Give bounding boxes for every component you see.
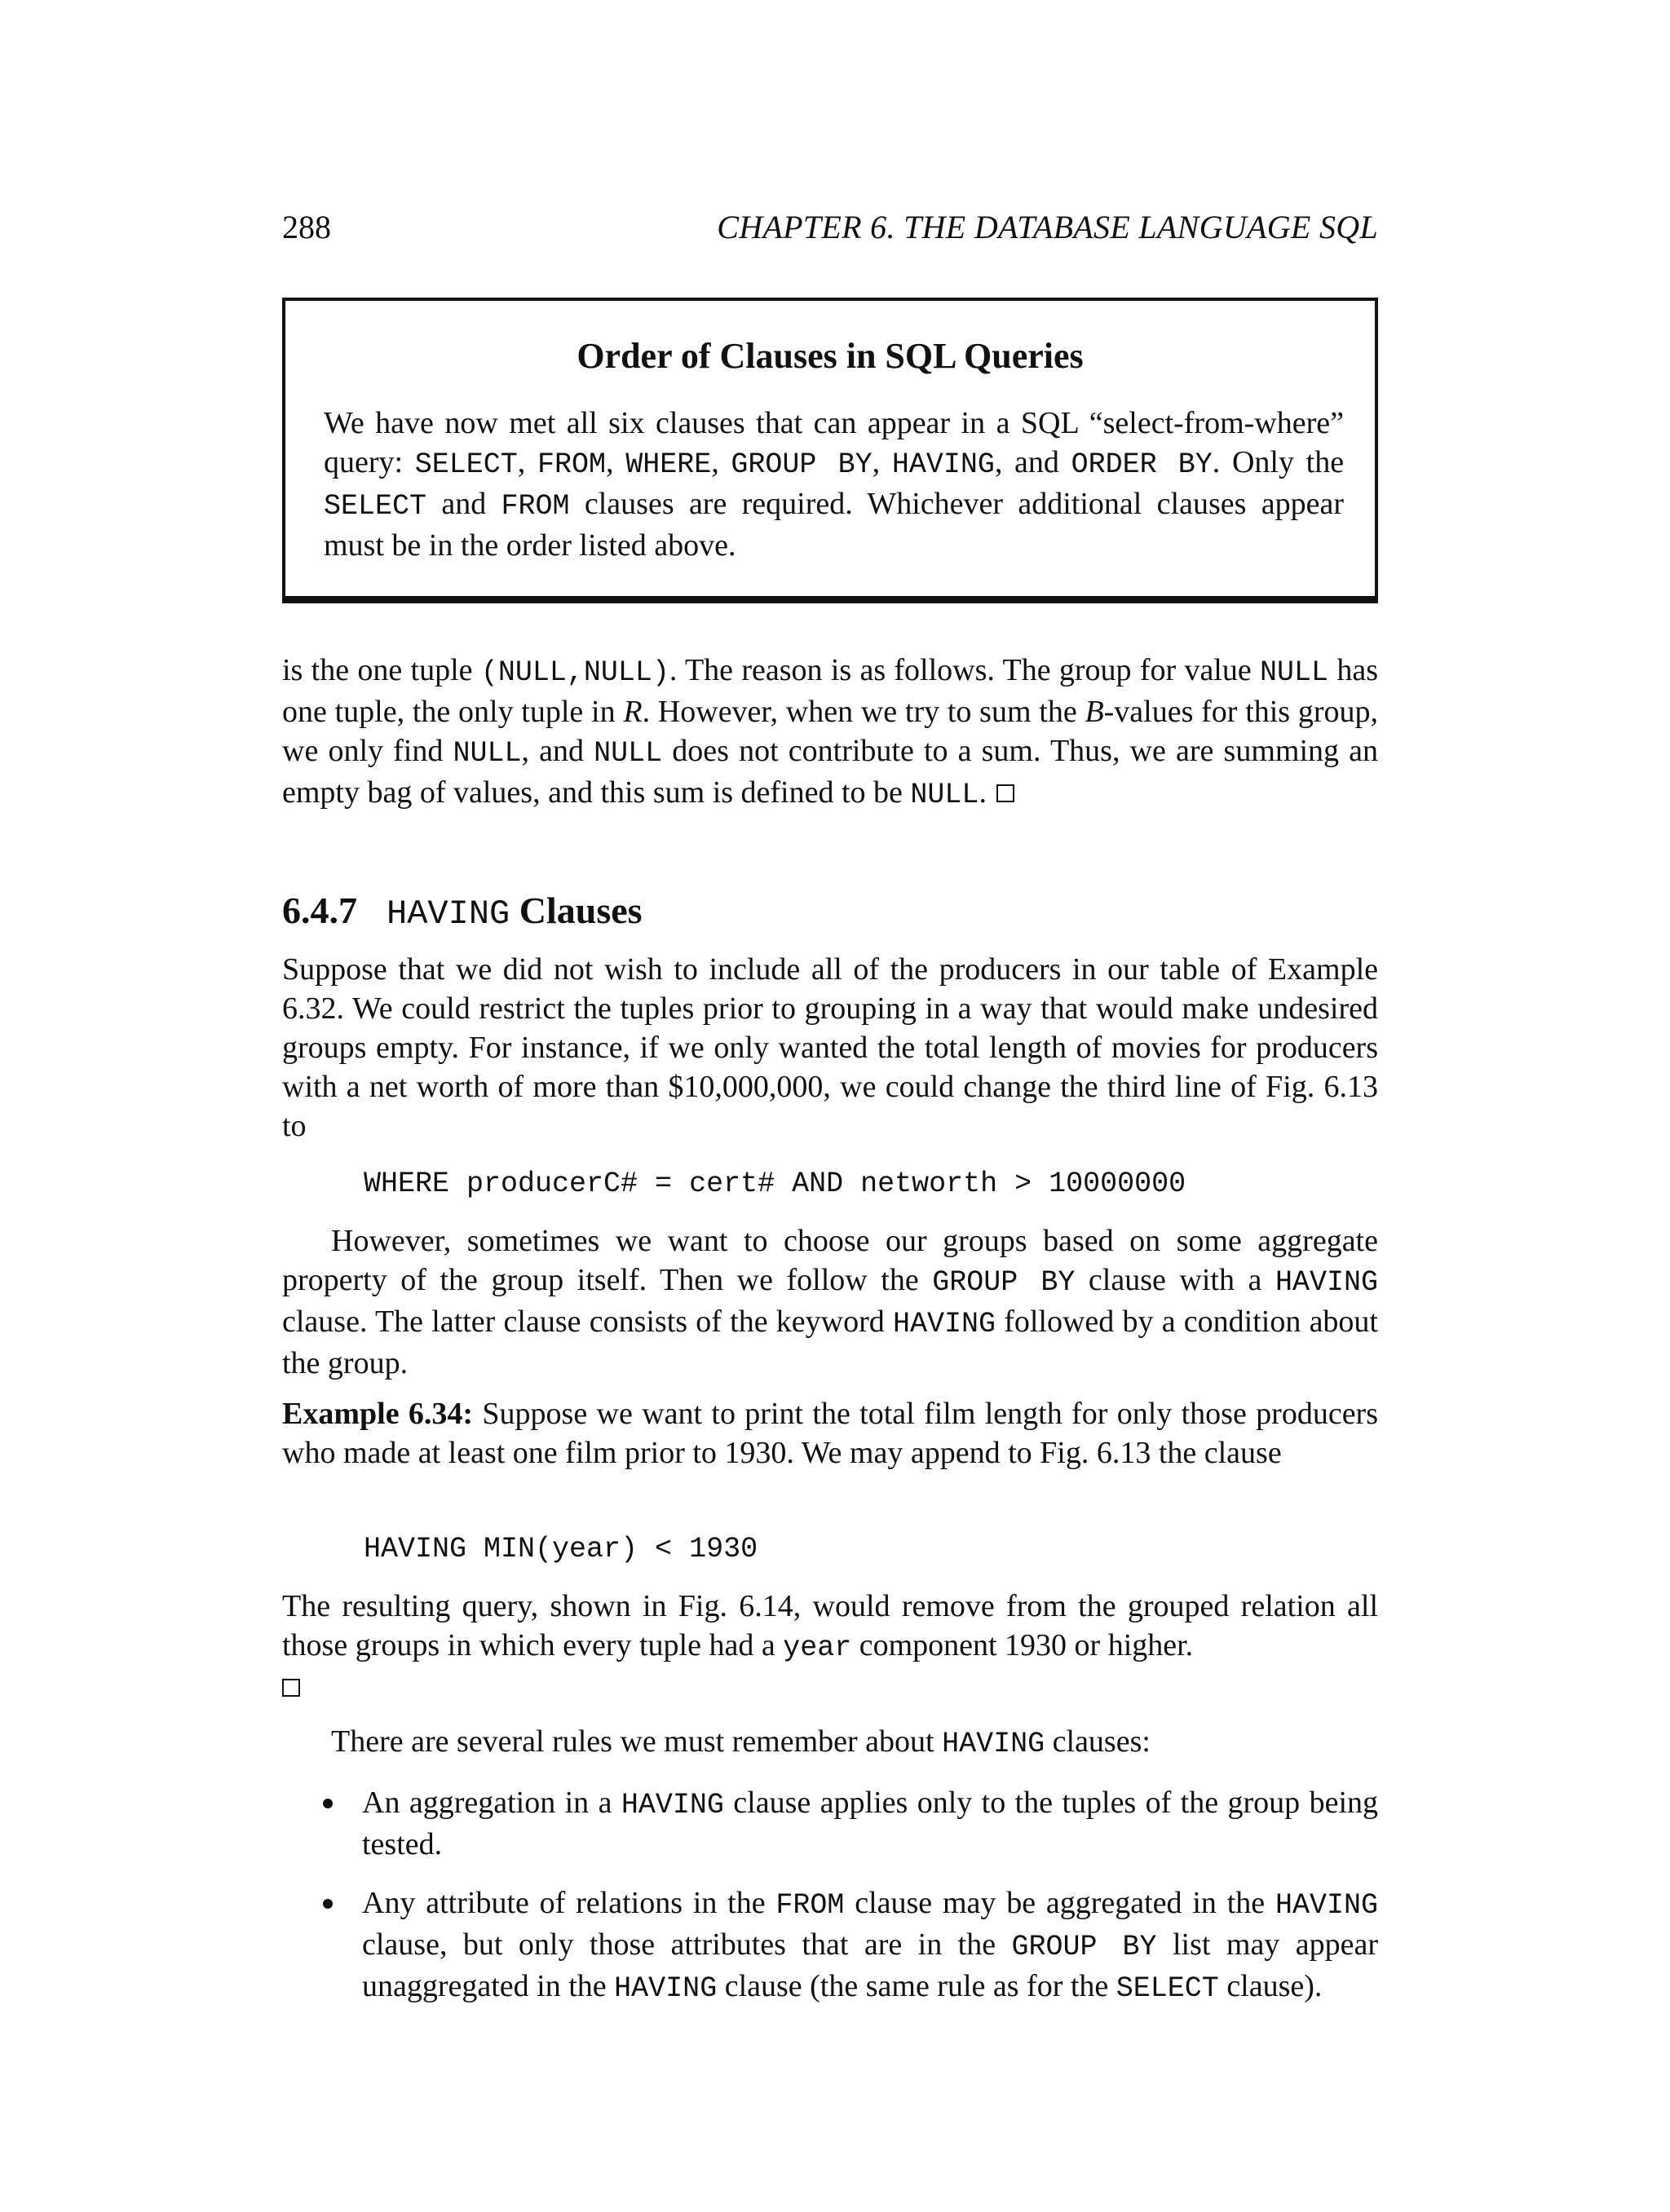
- text-run: ,: [517, 445, 537, 479]
- text-run: . Only the: [1212, 445, 1345, 479]
- text-run: clause applies only to the tuples of the group being tested.: [362, 1786, 1378, 1861]
- page-header: [282, 208, 1378, 249]
- text-run: ,: [606, 445, 626, 479]
- text-run: -values for this group, we only find: [282, 695, 1378, 768]
- code-keyword: GROUP BY: [932, 1266, 1076, 1299]
- text-run: is the one tuple: [282, 653, 481, 687]
- code-keyword: FROM: [537, 448, 606, 481]
- text-run: has one tuple, the only tuple in: [282, 653, 1378, 729]
- running-head: CHAPTER 6. THE DATABASE LANGUAGE SQL: [717, 209, 1378, 245]
- section-keyword: HAVING: [387, 894, 510, 934]
- text-run: Any attribute of relations in the: [362, 1886, 776, 1920]
- text-run: does not contribute to a sum. Thus, we are summing an empty bag of values, and this sum is defined to be: [282, 734, 1378, 810]
- text-run: . The reason is as follows. The group for value: [669, 653, 1261, 687]
- text-run: clauses are required. Whichever additional clauses appear must be in the order listed above.: [324, 487, 1344, 563]
- text-run: However, sometimes we want to choose our groups based on some aggregate property of the group itself. Then we follow the: [282, 1224, 1378, 1297]
- code-keyword: GROUP BY: [1011, 1931, 1157, 1963]
- code-keyword: HAVING: [1275, 1889, 1378, 1922]
- math-symbol: R: [623, 695, 643, 729]
- code-having: HAVING MIN(year) < 1930: [364, 1533, 758, 1565]
- code-keyword: HAVING: [1275, 1266, 1378, 1299]
- code-keyword: HAVING: [942, 1728, 1045, 1760]
- text-run: . However, when we try to sum the: [642, 695, 1085, 729]
- paragraph-rules: [282, 1722, 1378, 1764]
- text-run: The resulting query, shown in Fig. 6.14, would remove from the grouped relation all those groups in which every tuple had a: [282, 1589, 1378, 1662]
- paragraph-null-tuple: [282, 651, 1378, 815]
- code-keyword: ORDER BY: [1071, 448, 1213, 481]
- code-keyword: SELECT: [1116, 1972, 1219, 2005]
- bullet-icon: [323, 1899, 333, 1909]
- text-run: component 1930 or higher.: [851, 1628, 1194, 1662]
- text-run: clause).: [1218, 1969, 1323, 2003]
- list-item: [318, 1783, 1378, 1864]
- paragraph-suppose: Suppose that we did not wish to include all of the producers in our table of Example 6.32. We could restrict the tuples prior to grouping in a way that would make undesired groups empty. For instance, if we only wanted the total length of movies for producers with a net worth of more than $10,000,000, we could change the third line of Fig. 6.13 to: [282, 952, 1378, 1143]
- text-run: There are several rules we must remember about: [331, 1724, 943, 1759]
- example-paragraph: [282, 1394, 1378, 1472]
- text-run: ,: [872, 445, 892, 479]
- code-keyword: (NULL,NULL): [480, 656, 669, 689]
- code-keyword: HAVING: [614, 1972, 718, 2005]
- code-keyword: year: [783, 1631, 852, 1664]
- code-keyword: HAVING: [892, 1308, 996, 1340]
- code-keyword: WHERE: [625, 448, 712, 481]
- list-item: [318, 1883, 1378, 2008]
- code-keyword: SELECT: [414, 448, 518, 481]
- code-keyword: HAVING: [621, 1789, 724, 1821]
- sidebar-box-body: [324, 404, 1344, 565]
- text-run: followed by a condition about the group.: [282, 1305, 1378, 1380]
- code-where: WHERE producerC# = cert# AND networth > 10000000: [364, 1168, 1186, 1200]
- text-run: clause may be aggregated in the: [844, 1886, 1275, 1920]
- text-run: clauses:: [1045, 1724, 1151, 1759]
- end-of-proof-icon: [996, 784, 1014, 802]
- sidebar-box: [282, 298, 1378, 603]
- code-keyword: NULL: [453, 737, 522, 770]
- code-keyword: SELECT: [324, 490, 427, 523]
- bullet-icon: [323, 1799, 333, 1808]
- text-run: An aggregation in a: [362, 1786, 621, 1820]
- text-run: clause (the same rule as for the: [717, 1969, 1116, 2003]
- end-of-example-icon: [282, 1679, 300, 1697]
- paragraph-however: [282, 1221, 1378, 1383]
- code-keyword: NULL: [594, 737, 663, 770]
- code-keyword: GROUP BY: [731, 448, 873, 481]
- section-heading: [282, 888, 643, 937]
- text-run: ,: [711, 445, 731, 479]
- paragraph-resulting: [282, 1587, 1378, 1706]
- text-run: , and: [521, 734, 594, 768]
- page-number: 288: [282, 209, 331, 245]
- sidebar-box-title: Order of Clauses in SQL Queries: [577, 336, 1084, 376]
- code-keyword: FROM: [501, 490, 570, 523]
- rules-list: [318, 1783, 1378, 2028]
- text-run: and: [426, 487, 501, 521]
- text-run: , and: [994, 445, 1071, 479]
- math-symbol: B: [1085, 695, 1104, 729]
- text-run: .: [979, 775, 987, 810]
- section-number: 6.4.7: [282, 890, 357, 931]
- text-run: list may appear unaggregated in the: [362, 1927, 1379, 2003]
- code-keyword: NULL: [910, 779, 979, 811]
- example-label: Example 6.34:: [282, 1397, 474, 1431]
- code-keyword: HAVING: [891, 448, 995, 481]
- text-run: clause, but only those attributes that are in the: [362, 1927, 1012, 1962]
- text-run: Suppose we want to print the total film length for only those producers who made at least one film prior to 1930. We may append to Fig. 6.13 the clause: [282, 1397, 1378, 1470]
- code-keyword: NULL: [1260, 656, 1329, 689]
- text-run: clause. The latter clause consists of the keyword: [282, 1305, 893, 1339]
- text-run: We have now met all six clauses that can appear in a SQL “select-from-where” query:: [324, 406, 1344, 479]
- code-keyword: FROM: [775, 1889, 845, 1922]
- section-title: Clauses: [519, 890, 643, 931]
- text-run: clause with a: [1075, 1263, 1275, 1297]
